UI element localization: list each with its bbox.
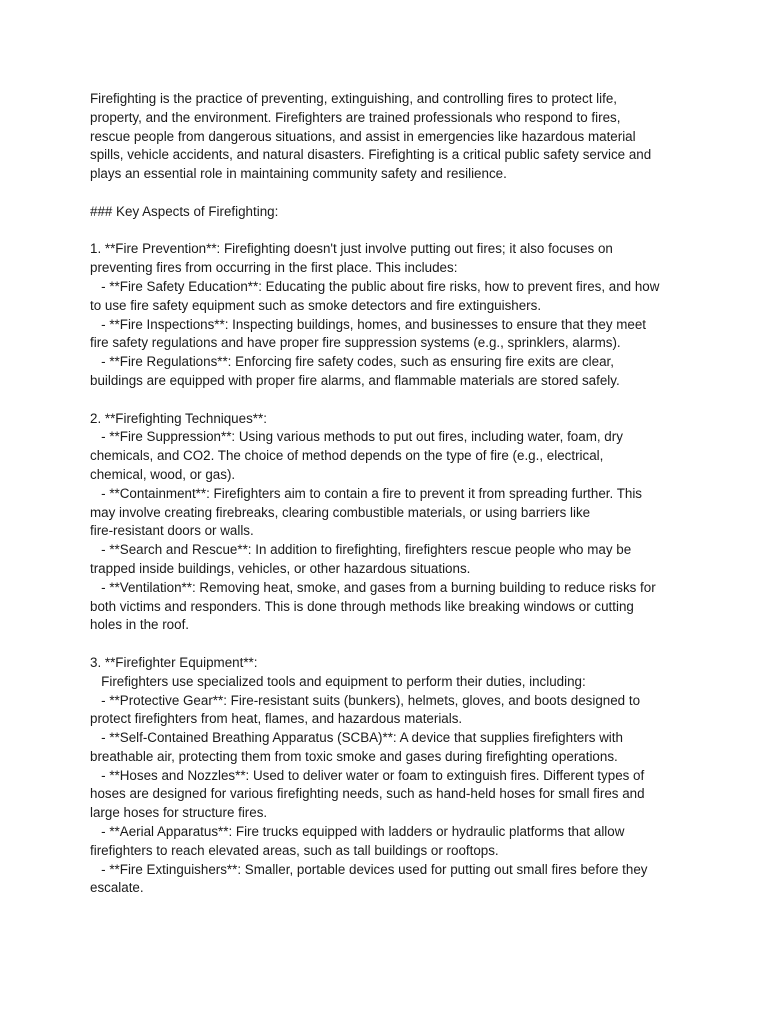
text-line: - **Fire Extinguishers**: Smaller, portable devices used for putting out small fires before they: [90, 861, 648, 877]
text-line: chemical, wood, or gas).: [90, 466, 236, 482]
spacer: [90, 635, 690, 654]
text-line: - **Self-Contained Breathing Apparatus (SCBA)**: A device that supplies firefighters with: [90, 730, 623, 746]
heading-line: ### Key Aspects of Firefighting:: [90, 203, 279, 219]
text-line: protect firefighters from heat, flames, and hazardous materials.: [90, 711, 463, 727]
text-line: - **Ventilation**: Removing heat, smoke, and gases from a burning building to reduce risks for: [90, 579, 656, 595]
text-line: Firefighters use specialized tools and equipment to perform their duties, including:: [90, 673, 586, 689]
text-line: - **Aerial Apparatus**: Fire trucks equipped with ladders or hydraulic platforms that allow: [90, 824, 625, 840]
text-line: preventing fires from occurring in the first place. This includes:: [90, 260, 458, 276]
text-line: fire-resistant doors or walls.: [90, 523, 254, 539]
text-line: - **Hoses and Nozzles**: Used to deliver water or foam to extinguish fires. Different types of: [90, 767, 645, 783]
text-line: spills, vehicle accidents, and natural disasters. Firefighting is a critical public safety service and: [90, 147, 652, 163]
text-line: 2. **Firefighting Techniques**:: [90, 410, 267, 426]
text-line: plays an essential role in maintaining community safety and resilience.: [90, 166, 507, 182]
text-line: - **Containment**: Firefighters aim to contain a fire to prevent it from spreading further. This: [90, 485, 642, 501]
text-line: large hoses for structure fires.: [90, 805, 268, 821]
text-line: rescue people from dangerous situations, and assist in emergencies like hazardous material: [90, 128, 636, 144]
spacer: [90, 184, 690, 203]
text-line: both victims and responders. This is done through methods like breaking windows or cutting: [90, 598, 634, 614]
text-line: holes in the roof.: [90, 617, 190, 633]
text-line: - **Protective Gear**: Fire-resistant suits (bunkers), helmets, gloves, and boots designed to: [90, 692, 641, 708]
text-line: - **Fire Inspections**: Inspecting buildings, homes, and businesses to ensure that they meet: [90, 316, 647, 332]
text-line: trapped inside buildings, vehicles, or other hazardous situations.: [90, 560, 471, 576]
text-line: - **Fire Suppression**: Using various methods to put out fires, including water, foam, dry: [90, 429, 623, 445]
text-line: chemicals, and CO2. The choice of method depends on the type of fire (e.g., electrical,: [90, 448, 604, 464]
text-line: firefighters to reach elevated areas, such as tall buildings or rooftops.: [90, 842, 499, 858]
text-line: fire safety regulations and have proper fire suppression systems (e.g., sprinklers, alarms).: [90, 335, 621, 351]
text-line: buildings are equipped with proper fire alarms, and flammable materials are stored safely.: [90, 372, 620, 388]
text-line: property, and the environment. Firefighters are trained professionals who respond to fires,: [90, 109, 621, 125]
section-firefighting-techniques: [90, 410, 690, 636]
text-line: - **Fire Safety Education**: Educating the public about fire risks, how to prevent fires, and how: [90, 278, 660, 294]
intro-paragraph: [90, 90, 690, 184]
text-line: breathable air, protecting them from toxic smoke and gases during firefighting operations.: [90, 748, 618, 764]
text-line: to use fire safety equipment such as smoke detectors and fire extinguishers.: [90, 297, 542, 313]
text-line: - **Search and Rescue**: In addition to firefighting, firefighters rescue people who may be: [90, 542, 632, 558]
spacer: [90, 222, 690, 241]
text-line: Firefighting is the practice of preventing, extinguishing, and controlling fires to protect life,: [90, 91, 617, 106]
spacer: [90, 391, 690, 410]
text-line: 1. **Fire Prevention**: Firefighting doesn't just involve putting out fires; it also focuses on: [90, 241, 613, 257]
text-line: may involve creating firebreaks, clearing combustible materials, or using barriers like: [90, 504, 591, 520]
text-line: escalate.: [90, 880, 144, 896]
text-line: 3. **Firefighter Equipment**:: [90, 654, 258, 670]
text-line: hoses are designed for various firefighting needs, such as hand-held hoses for small fires and: [90, 786, 645, 802]
text-line: - **Fire Regulations**: Enforcing fire safety codes, such as ensuring fire exits are clear,: [90, 354, 614, 370]
section-fire-prevention: [90, 240, 690, 390]
section-heading: [90, 203, 690, 222]
section-firefighter-equipment: [90, 654, 690, 898]
document-page: [90, 90, 690, 898]
